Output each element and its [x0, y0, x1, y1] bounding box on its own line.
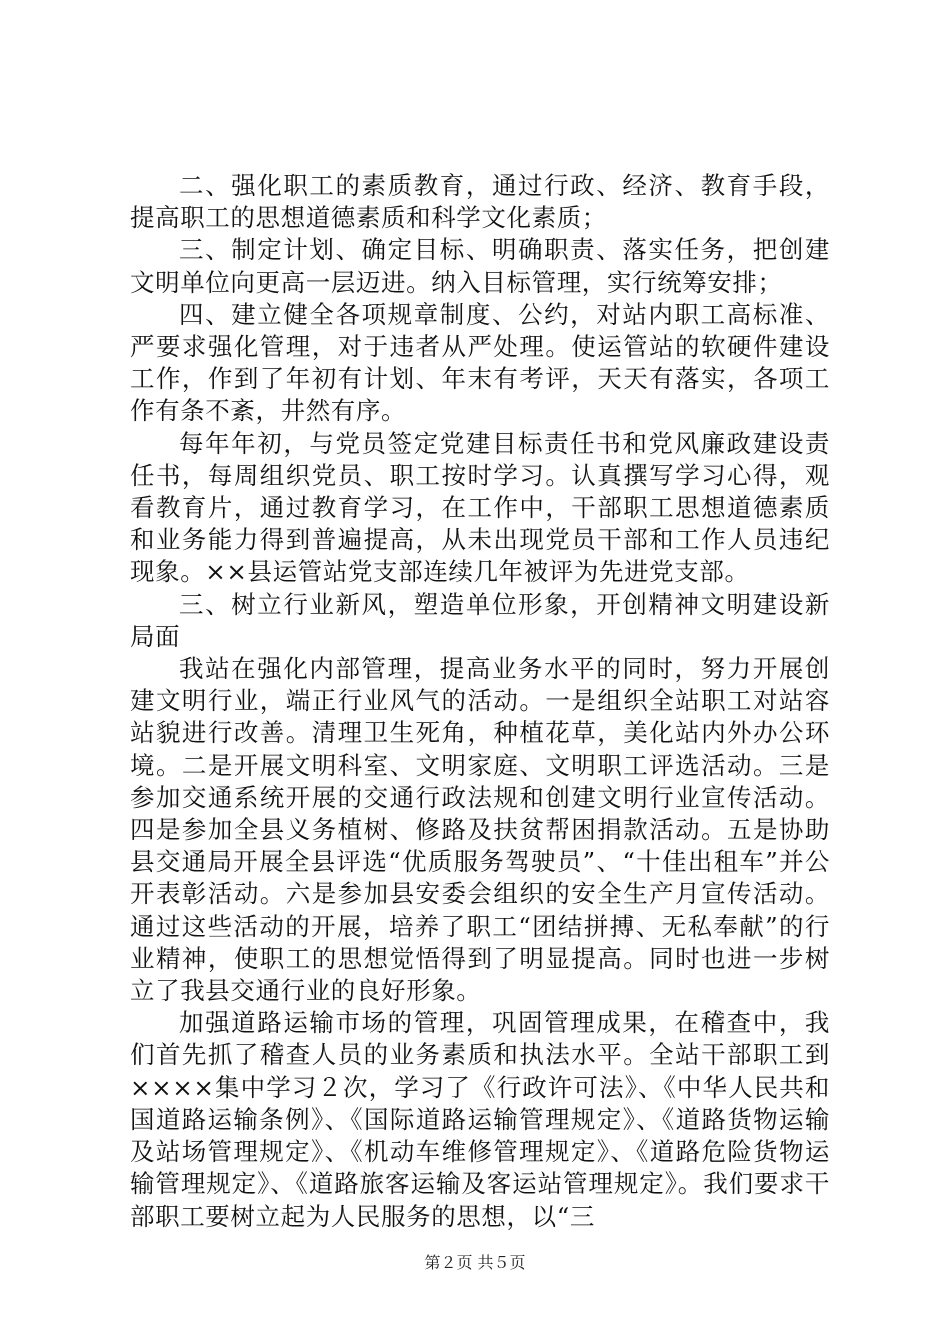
paragraph: 我站在强化内部管理，提高业务水平的同时，努力开展创建文明行业，端正行业风气的活动。一是组织全站职工对站容站貌进行改善。清理卫生死角，种植花草，美化站内外办公环境。二是开展文明科室、文明家庭、文明职工评选活动。三是参加交通系统开展的交通行政法规和创建文明行业宣传活动。四是参加全县义务植树、修路及扶贫帮困捐款活动。五是协助县交通局开展全县评选“优质服务驾驶员”、“十佳出租车”并公开表彰活动。六是参加县安委会组织的安全生产月宣传活动。通过这些活动的开展，培养了职工“团结拼搏、无私奉献”的行业精神，使职工的思想觉悟得到了明显提高。同时也进一步树立了我县交通行业的良好形象。	[130, 654, 830, 1006]
document-body	[130, 170, 830, 1233]
paragraph: 三、制定计划、确定目标、明确职责、落实任务，把创建文明单位向更高一层迈进。纳入目标管理，实行统筹安排；	[130, 235, 830, 297]
paragraph: 二、强化职工的素质教育，通过行政、经济、教育手段，提高职工的思想道德素质和科学文化素质；	[130, 171, 830, 233]
paragraph: 四、建立健全各项规章制度、公约，对站内职工高标准、严要求强化管理，对于违者从严处理。使运管站的软硬件建设工作，作到了年初有计划、年末有考评，天天有落实，各项工作有条不紊，井然有序。	[130, 299, 830, 426]
paragraph: 每年年初，与党员签定党建目标责任书和党风廉政建设责任书，每周组织党员、职工按时学习。认真撰写学习心得，观看教育片，通过教育学习，在工作中，干部职工思想道德素质和业务能力得到普遍提高，从未出现党员干部和工作人员违纪现象。××县运管站党支部连续几年被评为先进党支部。	[130, 428, 830, 587]
page-number: 第２页 共５页	[424, 1253, 526, 1272]
section-heading: 三、树立行业新风，塑造单位形象，开创精神文明建设新局面	[130, 589, 830, 651]
paragraph: 加强道路运输市场的管理，巩固管理成果，在稽查中，我们首先抓了稽查人员的业务素质和执法水平。全站干部职工到××××集中学习２次，学习了《行政许可法》、《中华人民共和国道路运输条例》、《国际道路运输管理规定》、《道路货物运输及站场管理规定》、《机动车维修管理规定》、《道路危险货物运输管理规定》、《道路旅客运输及客运站管理规定》。我们要求干部职工要树立起为人民服务的思想，以“三	[130, 1008, 830, 1231]
